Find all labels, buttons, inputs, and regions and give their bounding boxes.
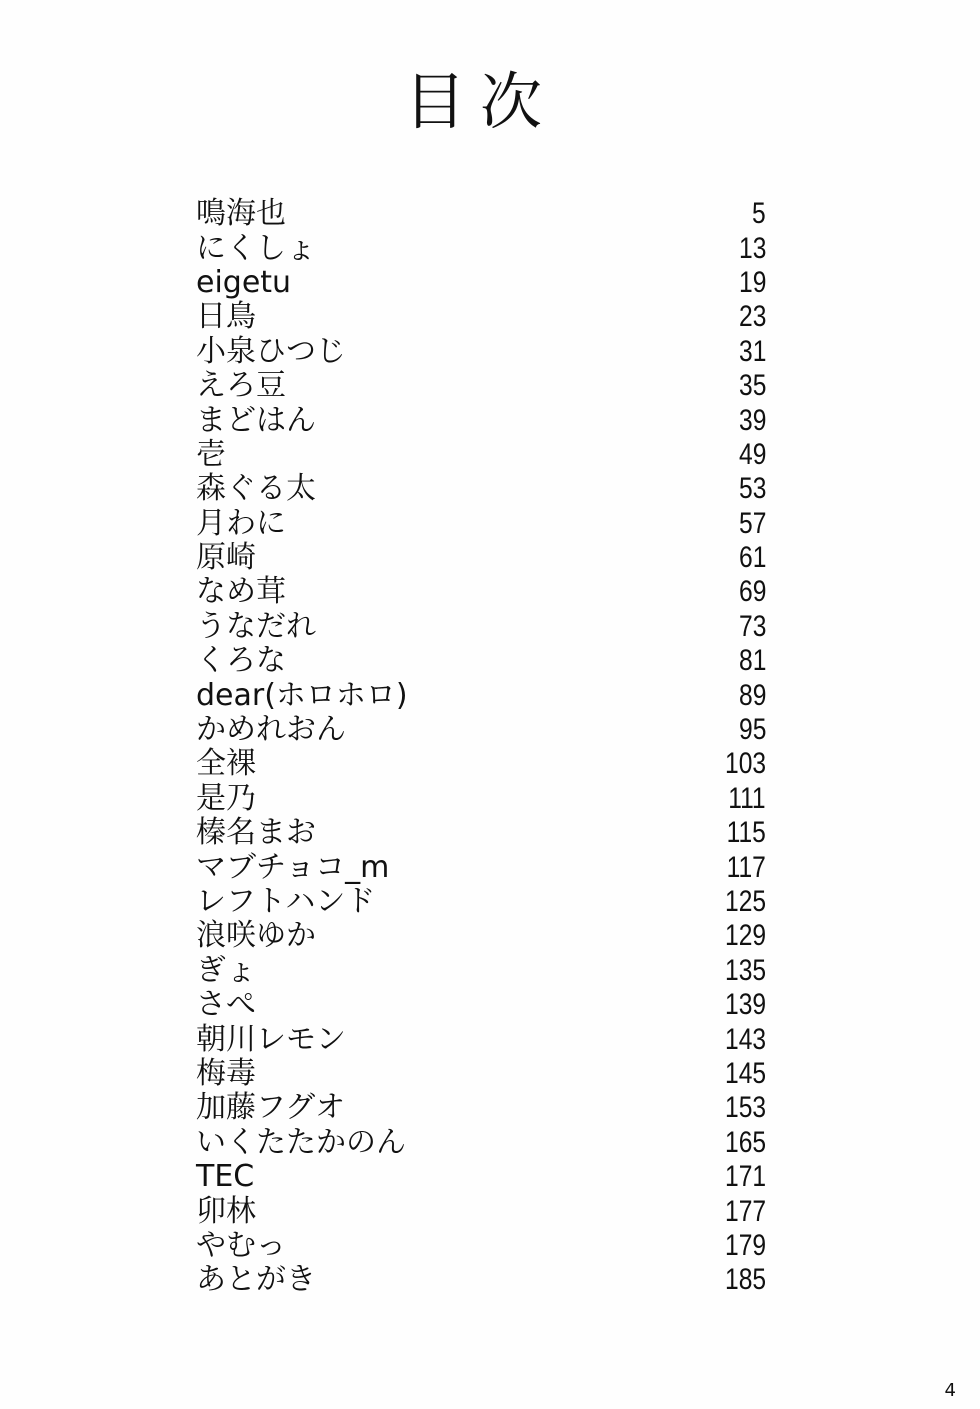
toc-entry-page: 139 bbox=[724, 988, 766, 1022]
toc-entry-name: 原崎 bbox=[196, 540, 256, 576]
toc-entry bbox=[196, 782, 766, 816]
toc-entry-name: 壱 bbox=[196, 436, 226, 472]
toc-entry-name: まどはん bbox=[196, 402, 316, 438]
toc-entry bbox=[196, 988, 766, 1022]
toc-entry-page: 111 bbox=[728, 781, 766, 815]
toc-entry-name: 森ぐる太 bbox=[196, 471, 316, 507]
toc-entry-name: 全裸 bbox=[196, 746, 256, 782]
toc-entry bbox=[196, 747, 766, 781]
toc-entry-name: dear(ホロホロ) bbox=[196, 677, 408, 713]
toc-entry bbox=[196, 1022, 766, 1056]
toc-entry-name: 加藤フグオ bbox=[196, 1090, 346, 1126]
toc-entry-page: 145 bbox=[724, 1056, 766, 1090]
page-number: 4 bbox=[944, 1380, 956, 1401]
toc-entry-page: 135 bbox=[724, 953, 766, 987]
toc-entry bbox=[196, 816, 766, 850]
toc-entry-page: 57 bbox=[738, 506, 766, 540]
toc-entry bbox=[196, 1126, 766, 1160]
toc-entry-page: 49 bbox=[738, 437, 766, 471]
toc-entry-page: 53 bbox=[738, 472, 766, 506]
toc-entry-name: 卯林 bbox=[196, 1193, 256, 1229]
toc-entry-name: TEC bbox=[196, 1159, 255, 1195]
toc-entry-name: 鳴海也 bbox=[196, 196, 286, 232]
toc-entry-page: 39 bbox=[738, 403, 766, 437]
toc-entry-name: 日鳥 bbox=[196, 299, 256, 335]
toc-entry-page: 5 bbox=[752, 197, 766, 231]
toc-entry-name: あとがき bbox=[196, 1262, 316, 1298]
toc-entry bbox=[196, 885, 766, 919]
toc-entry bbox=[196, 644, 766, 678]
toc-entry-name: eigetu bbox=[196, 264, 292, 300]
toc-entry bbox=[196, 954, 766, 988]
toc-entry-page: 95 bbox=[738, 713, 766, 747]
toc-entry-name: やむっ bbox=[196, 1227, 286, 1263]
toc-entry-page: 129 bbox=[724, 919, 766, 953]
toc-entry bbox=[196, 335, 766, 369]
table-of-contents bbox=[196, 197, 766, 1298]
toc-entry bbox=[196, 575, 766, 609]
toc-entry-name: 小泉ひつじ bbox=[196, 333, 346, 369]
toc-entry-page: 179 bbox=[724, 1228, 766, 1262]
toc-entry-name: レフトハンド bbox=[196, 884, 376, 919]
toc-entry-name: 梅毒 bbox=[196, 1055, 256, 1091]
toc-entry bbox=[196, 1263, 766, 1297]
toc-entry-page: 143 bbox=[724, 1022, 766, 1056]
toc-entry bbox=[196, 541, 766, 575]
toc-entry bbox=[196, 266, 766, 300]
toc-entry-page: 117 bbox=[726, 850, 766, 884]
toc-entry-name: いくたたかのん bbox=[196, 1124, 406, 1160]
toc-entry-page: 89 bbox=[738, 678, 766, 712]
toc-entry-page: 125 bbox=[724, 885, 766, 918]
toc-entry bbox=[196, 1194, 766, 1228]
toc-entry-page: 35 bbox=[738, 369, 766, 403]
toc-entry bbox=[196, 919, 766, 953]
toc-entry-name: えろ豆 bbox=[196, 368, 286, 404]
toc-entry bbox=[196, 403, 766, 437]
toc-entry-name: さぺ bbox=[196, 987, 256, 1023]
toc-entry-page: 61 bbox=[738, 541, 766, 575]
toc-entry-page: 73 bbox=[738, 609, 766, 643]
toc-entry-name: 月わに bbox=[196, 505, 286, 541]
toc-entry bbox=[196, 1057, 766, 1091]
toc-entry bbox=[196, 713, 766, 747]
toc-entry bbox=[196, 472, 766, 506]
toc-entry-name: にくしょ bbox=[196, 230, 316, 266]
toc-entry bbox=[196, 438, 766, 472]
toc-entry-page: 185 bbox=[724, 1263, 766, 1297]
toc-entry-name: ぎょ bbox=[196, 952, 256, 988]
toc-entry-name: 榛名まお bbox=[196, 815, 316, 851]
toc-entry bbox=[196, 850, 766, 884]
toc-entry bbox=[196, 197, 766, 231]
toc-entry-page: 115 bbox=[726, 816, 766, 850]
toc-entry-name: 浪咲ゆか bbox=[196, 918, 316, 954]
toc-entry-page: 23 bbox=[738, 300, 766, 334]
toc-entry bbox=[196, 300, 766, 334]
toc-entry-page: 19 bbox=[738, 265, 766, 299]
toc-entry-page: 171 bbox=[724, 1160, 766, 1194]
toc-entry bbox=[196, 610, 766, 644]
toc-entry bbox=[196, 1091, 766, 1125]
toc-entry-name: 朝川レモン bbox=[196, 1021, 346, 1057]
toc-entry-page: 103 bbox=[724, 747, 766, 781]
toc-entry-name: うなだれ bbox=[196, 608, 316, 644]
toc-entry-page: 31 bbox=[738, 334, 766, 368]
toc-entry bbox=[196, 1160, 766, 1194]
toc-entry-page: 165 bbox=[724, 1125, 766, 1159]
toc-entry bbox=[196, 507, 766, 541]
toc-entry-name: マブチョコ_m bbox=[196, 849, 390, 885]
toc-entry-page: 153 bbox=[724, 1091, 766, 1125]
toc-entry-name: かめれおん bbox=[196, 712, 346, 748]
toc-entry bbox=[196, 369, 766, 403]
toc-entry bbox=[196, 231, 766, 265]
toc-entry-name: くろな bbox=[196, 643, 286, 679]
toc-entry-page: 177 bbox=[724, 1194, 766, 1228]
toc-entry-name: 是乃 bbox=[196, 780, 256, 816]
toc-entry-name: なめ茸 bbox=[196, 574, 286, 610]
toc-entry bbox=[196, 1229, 766, 1263]
page-title: 目次 bbox=[403, 65, 556, 138]
toc-entry bbox=[196, 678, 766, 712]
toc-entry-page: 69 bbox=[738, 575, 766, 609]
toc-entry-page: 13 bbox=[738, 231, 766, 265]
toc-entry-page: 81 bbox=[738, 644, 766, 678]
